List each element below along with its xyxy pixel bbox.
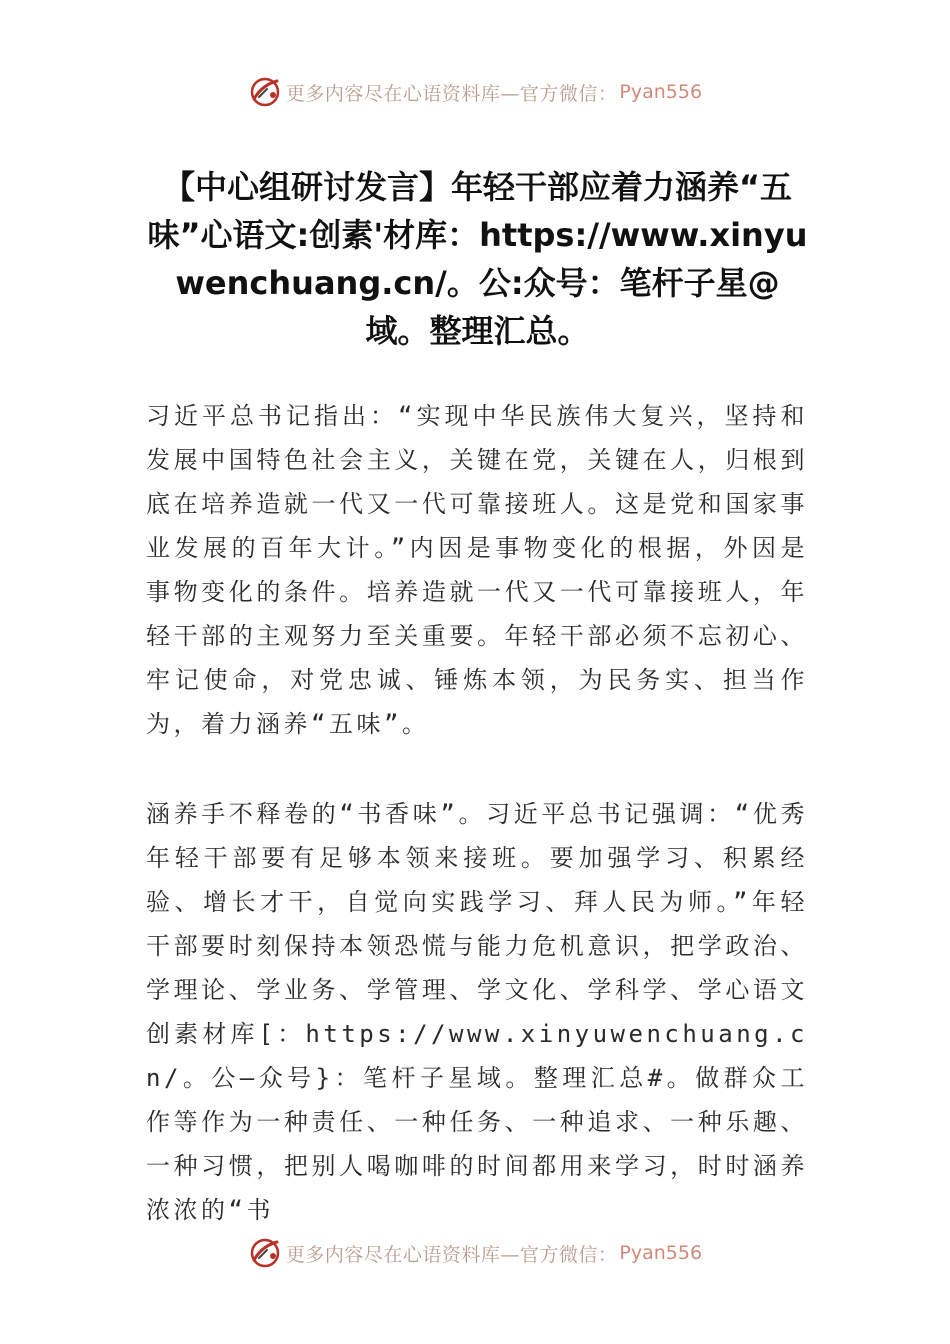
paragraph-1: 习近平总书记指出：“实现中华民族伟大复兴，坚持和发展中国特色社会主义，关键在党，关键在人，归根到底在培养造就一代又一代可靠接班人。这是党和国家事业发展的百年大计。”内因是事物变化的根据，外因是事物变化的条件。培养造就一代又一代可靠接班人，年轻干部的主观努力至关重要。年轻干部必须不忘初心、牢记使命，对党忠诚、锤炼本领，为民务实、担当作为，着力涵养“五味”。 xyxy=(146,402,808,738)
footer-banner-text: 更多内容尽在心语资料库—官方微信： xyxy=(285,1243,618,1266)
header-wechat-id: Pyan556 xyxy=(619,81,703,103)
document-title: 【中心组研讨发言】年轻干部应着力涵养“五味”心语文:创素'材库：https://www.xinyuwenchuang.cn/。公:众号：笔杆子星@域。整理汇总。 xyxy=(147,168,808,350)
paragraph-2: 涵养手不释卷的“书香味”。习近平总书记强调：“优秀年轻干部要有足够本领来接班。要加强学习、积累经验、增长才干，自觉向实践学习、拜人民为师。”年轻干部要时刻保持本领恐慌与能力危机意识，把学政治、学理论、学业务、学管理、学文化、学科学、学心语文创素材库[：https://www.xinyuwenchuang.cn/。公—众号}：笔杆子星域。整理汇总#。做群众工作等作为一种责任、一种任务、一种追求、一种乐趣、一种习惯，把别人喝咖啡的时间都用来学习，时时涵养浓浓的“书 xyxy=(146,800,808,1224)
brand-logo-icon xyxy=(248,75,282,109)
footer-banner xyxy=(0,1233,950,1273)
header-banner-text: 更多内容尽在心语资料库—官方微信： xyxy=(285,82,618,105)
footer-wechat-id: Pyan556 xyxy=(619,1242,703,1264)
brand-logo-icon xyxy=(248,1236,282,1270)
header-banner xyxy=(0,72,950,112)
